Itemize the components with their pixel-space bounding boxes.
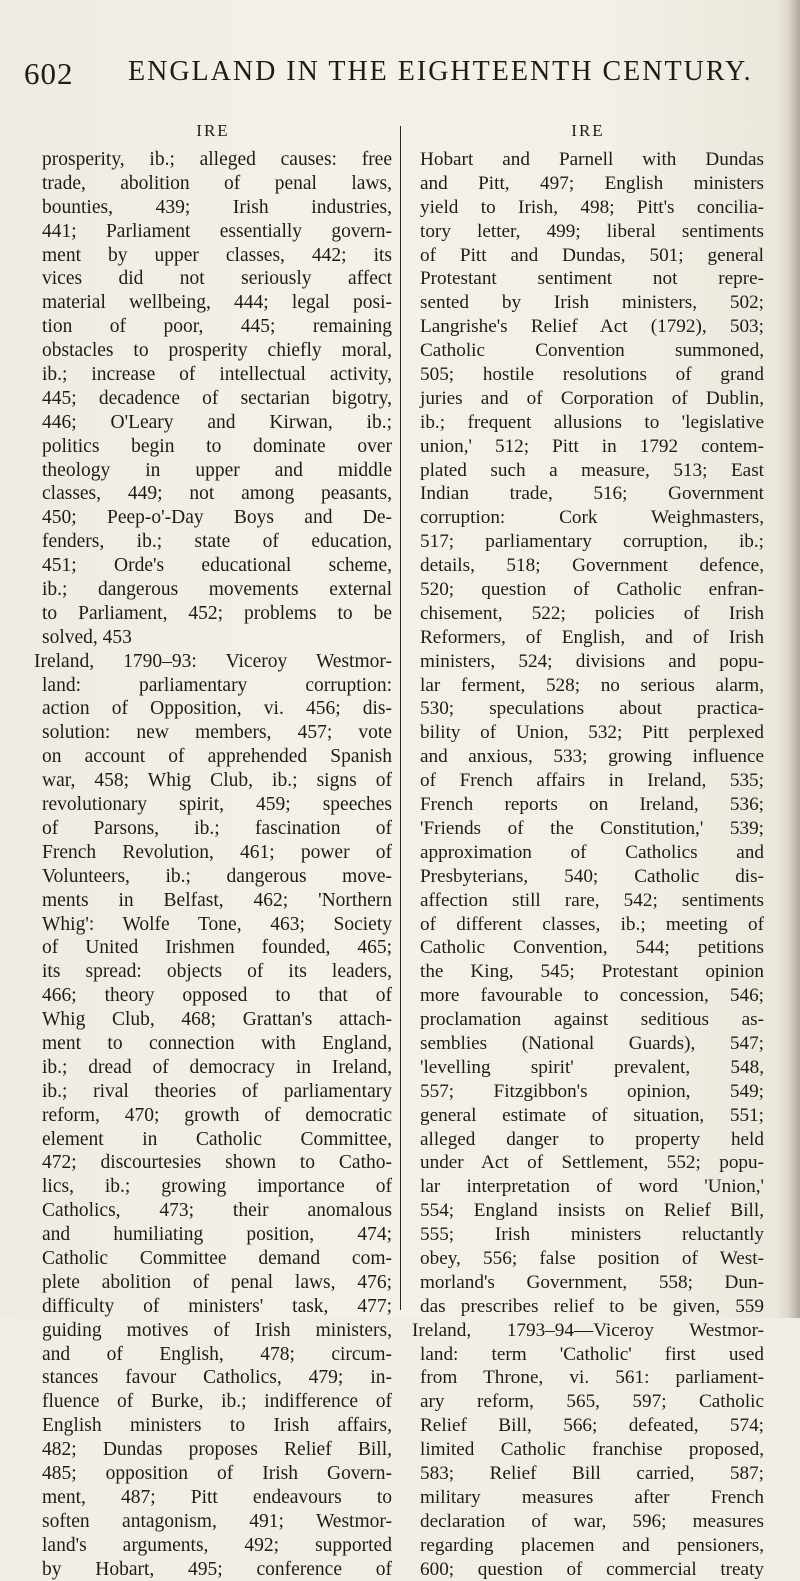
index-line: 'Friends of the Constitution,' 539; xyxy=(420,817,764,839)
index-line: of Pitt and Dundas, 501; general xyxy=(420,244,764,266)
index-line: plete abolition of penal laws, 476; xyxy=(42,1271,392,1293)
index-line: yield to Irish, 498; Pitt's concilia- xyxy=(420,196,764,218)
index-line: under Act of Settlement, 552; popu- xyxy=(420,1152,764,1174)
index-line: das prescribes relief to be given, 559 xyxy=(420,1295,764,1317)
index-line: approximation of Catholics and xyxy=(420,841,764,863)
index-line: 451; Orde's educational scheme, xyxy=(42,555,392,577)
index-line: ministers, 524; divisions and popu- xyxy=(420,650,764,672)
index-line: Ireland, 1793–94—Viceroy Westmor- xyxy=(412,1319,764,1341)
index-line: politics begin to dominate over xyxy=(42,435,392,457)
index-line: lar ferment, 528; no serious alarm, xyxy=(420,674,764,696)
index-line: French Revolution, 461; power of xyxy=(42,841,392,863)
index-line: semblies (National Guards), 547; xyxy=(420,1032,764,1054)
index-line: guiding motives of Irish ministers, xyxy=(42,1319,392,1341)
index-line: ment to connection with England, xyxy=(42,1032,392,1054)
index-line: and anxious, 533; growing influence xyxy=(420,746,764,768)
index-line: Catholics, 473; their anomalous xyxy=(42,1200,392,1222)
index-line: affection still rare, 542; sentiments xyxy=(420,889,764,911)
column-divider xyxy=(400,126,401,1310)
index-line: English ministers to Irish affairs, xyxy=(42,1415,392,1437)
index-line: 472; discourtesies shown to Catho- xyxy=(42,1152,392,1174)
index-line: ments in Belfast, 462; 'Northern xyxy=(42,889,392,911)
index-line: 485; opposition of Irish Govern- xyxy=(42,1462,392,1484)
index-line: soften antagonism, 491; Westmor- xyxy=(42,1510,392,1532)
index-line: 555; Irish ministers reluctantly xyxy=(420,1224,764,1246)
index-line: plated such a measure, 513; East xyxy=(420,459,764,481)
index-line: Protestant sentiment not repre- xyxy=(420,268,764,290)
index-line: 557; Fitzgibbon's opinion, 549; xyxy=(420,1080,764,1102)
index-line: lar interpretation of word 'Union,' xyxy=(420,1176,764,1198)
index-line: solved, 453 xyxy=(42,626,132,648)
index-line: action of Opposition, vi. 456; dis- xyxy=(42,698,392,720)
index-line: and Pitt, 497; English ministers xyxy=(420,172,764,194)
index-line: ib.; dangerous movements external xyxy=(42,579,392,601)
index-line: ib.; rival theories of parliamentary xyxy=(42,1080,392,1102)
index-line: union,' 512; Pitt in 1792 contem- xyxy=(420,435,764,457)
index-line: tion of poor, 445; remaining xyxy=(42,316,392,338)
index-line: Catholic Convention, 544; petitions xyxy=(420,937,764,959)
index-line: to Parliament, 452; problems to be xyxy=(42,602,392,624)
index-line: alleged danger to property held xyxy=(420,1128,764,1150)
index-line: 441; Parliament essentially govern- xyxy=(42,220,392,242)
column-heading: IRE xyxy=(571,121,605,140)
index-line: obstacles to prosperity chiefly moral, xyxy=(42,340,392,362)
index-line: trade, abolition of penal laws, xyxy=(42,172,392,194)
running-title: ENGLAND IN THE EIGHTEENTH CENTURY. xyxy=(128,56,753,87)
index-line: ment, 487; Pitt endeavours to xyxy=(42,1486,392,1508)
index-line: bility of Union, 532; Pitt perplexed xyxy=(420,722,764,744)
index-line: details, 518; Government defence, xyxy=(420,555,764,577)
index-line: declaration of war, 596; measures xyxy=(420,1510,764,1532)
index-line: ib.; dread of democracy in Ireland, xyxy=(42,1056,392,1078)
index-line: element in Catholic Committee, xyxy=(42,1128,392,1150)
index-line: proclamation against seditious as- xyxy=(420,1009,764,1031)
column-heading: IRE xyxy=(196,121,230,140)
index-line: 517; parliamentary corruption, ib.; xyxy=(420,531,764,553)
index-line: Ireland, 1790–93: Viceroy Westmor- xyxy=(34,650,392,672)
index-line: of French affairs in Ireland, 535; xyxy=(420,770,764,792)
index-line: war, 458; Whig Club, ib.; signs of xyxy=(42,770,392,792)
index-line: military measures after French xyxy=(420,1486,764,1508)
index-entries xyxy=(34,148,392,1581)
index-entries xyxy=(412,148,764,1581)
index-line: land: term 'Catholic' first used xyxy=(420,1343,764,1365)
index-line: 482; Dundas proposes Relief Bill, xyxy=(42,1439,392,1461)
index-line: lics, ib.; growing importance of xyxy=(42,1176,392,1198)
index-line: solution: new members, 457; vote xyxy=(42,722,392,744)
index-line: 'levelling spirit' prevalent, 548, xyxy=(420,1056,764,1078)
index-line: sented by Irish ministers, 502; xyxy=(420,292,764,314)
index-line: fluence of Burke, ib.; indifference of xyxy=(42,1391,392,1413)
index-line: reform, 470; growth of democratic xyxy=(42,1104,392,1126)
index-line: fenders, ib.; state of education, xyxy=(42,531,392,553)
index-line: 466; theory opposed to that of xyxy=(42,985,392,1007)
binding-shadow xyxy=(778,0,800,1318)
index-line: 554; England insists on Relief Bill, xyxy=(420,1200,764,1222)
index-column-right xyxy=(412,118,764,1581)
index-line: ib.; increase of intellectual activity, xyxy=(42,364,392,386)
index-line: land: parliamentary corruption: xyxy=(42,674,392,696)
index-line: vices did not seriously affect xyxy=(42,268,392,290)
index-line: juries and of Corporation of Dublin, xyxy=(420,387,764,409)
index-line: ib.; frequent allusions to 'legislative xyxy=(420,411,764,433)
index-line: 445; decadence of sectarian bigotry, xyxy=(42,387,392,409)
index-line: Indian trade, 516; Government xyxy=(420,483,764,505)
index-line: land's arguments, 492; supported xyxy=(42,1534,392,1556)
index-line: and humiliating position, 474; xyxy=(42,1224,392,1246)
index-line: 583; Relief Bill carried, 587; xyxy=(420,1462,764,1484)
running-head xyxy=(0,56,800,96)
index-line: 520; question of Catholic enfran- xyxy=(420,579,764,601)
index-line: Catholic Convention summoned, xyxy=(420,340,764,362)
index-line: its spread: objects of its leaders, xyxy=(42,961,392,983)
index-line: Whig': Wolfe Tone, 463; Society xyxy=(42,913,392,935)
index-line: Presbyterians, 540; Catholic dis- xyxy=(420,865,764,887)
index-line: 446; O'Leary and Kirwan, ib.; xyxy=(42,411,392,433)
page-number: 602 xyxy=(24,56,74,91)
index-line: material wellbeing, 444; legal posi- xyxy=(42,292,392,314)
index-line: regarding placemen and pensioners, xyxy=(420,1534,764,1556)
index-line: Reformers, of English, and of Irish xyxy=(420,626,764,648)
index-line: tory letter, 499; liberal sentiments xyxy=(420,220,764,242)
index-line: 505; hostile resolutions of grand xyxy=(420,364,764,386)
index-line: ary reform, 565, 597; Catholic xyxy=(420,1391,764,1413)
index-line: corruption: Cork Weighmasters, xyxy=(420,507,764,529)
index-line: ment by upper classes, 442; its xyxy=(42,244,392,266)
index-line: theology in upper and middle xyxy=(42,459,392,481)
index-line: Hobart and Parnell with Dundas xyxy=(420,149,764,170)
index-line: Relief Bill, 566; defeated, 574; xyxy=(420,1415,764,1437)
index-line: chisement, 522; policies of Irish xyxy=(420,602,764,624)
index-line: 450; Peep-o'-Day Boys and De- xyxy=(42,507,392,529)
index-line: stances favour Catholics, 479; in- xyxy=(42,1367,392,1389)
index-line: of different classes, ib.; meeting of xyxy=(420,913,764,935)
index-line: by Hobart, 495; conference of xyxy=(42,1558,392,1580)
index-line: and of English, 478; circum- xyxy=(42,1343,392,1365)
index-line: on account of apprehended Spanish xyxy=(42,746,392,768)
index-line: more favourable to concession, 546; xyxy=(420,985,764,1007)
index-line: 600; question of commercial treaty xyxy=(420,1558,764,1580)
index-line: French reports on Ireland, 536; xyxy=(420,794,764,816)
index-line: 530; speculations about practica- xyxy=(420,698,764,720)
index-line: classes, 449; not among peasants, xyxy=(42,483,392,505)
index-line: limited Catholic franchise proposed, xyxy=(420,1439,764,1461)
index-line: of United Irishmen founded, 465; xyxy=(42,937,392,959)
index-line: Whig Club, 468; Grattan's attach- xyxy=(42,1009,392,1031)
index-line: prosperity, ib.; alleged causes: free xyxy=(42,149,392,170)
index-line: bounties, 439; Irish industries, xyxy=(42,196,392,218)
index-line: obey, 556; false position of West- xyxy=(420,1247,764,1269)
index-line: Volunteers, ib.; dangerous move- xyxy=(42,865,392,887)
index-line: the King, 545; Protestant opinion xyxy=(420,961,764,983)
index-line: of Parsons, ib.; fascination of xyxy=(42,817,392,839)
index-line: Langrishe's Relief Act (1792), 503; xyxy=(420,316,764,338)
index-line: difficulty of ministers' task, 477; xyxy=(42,1295,392,1317)
index-line: Catholic Committee demand com- xyxy=(42,1247,392,1269)
index-line: morland's Government, 558; Dun- xyxy=(420,1271,764,1293)
index-line: revolutionary spirit, 459; speeches xyxy=(42,794,392,816)
index-column-left xyxy=(34,118,392,1581)
index-line: from Throne, vi. 561: parliament- xyxy=(420,1367,764,1389)
index-line: general estimate of situation, 551; xyxy=(420,1104,764,1126)
